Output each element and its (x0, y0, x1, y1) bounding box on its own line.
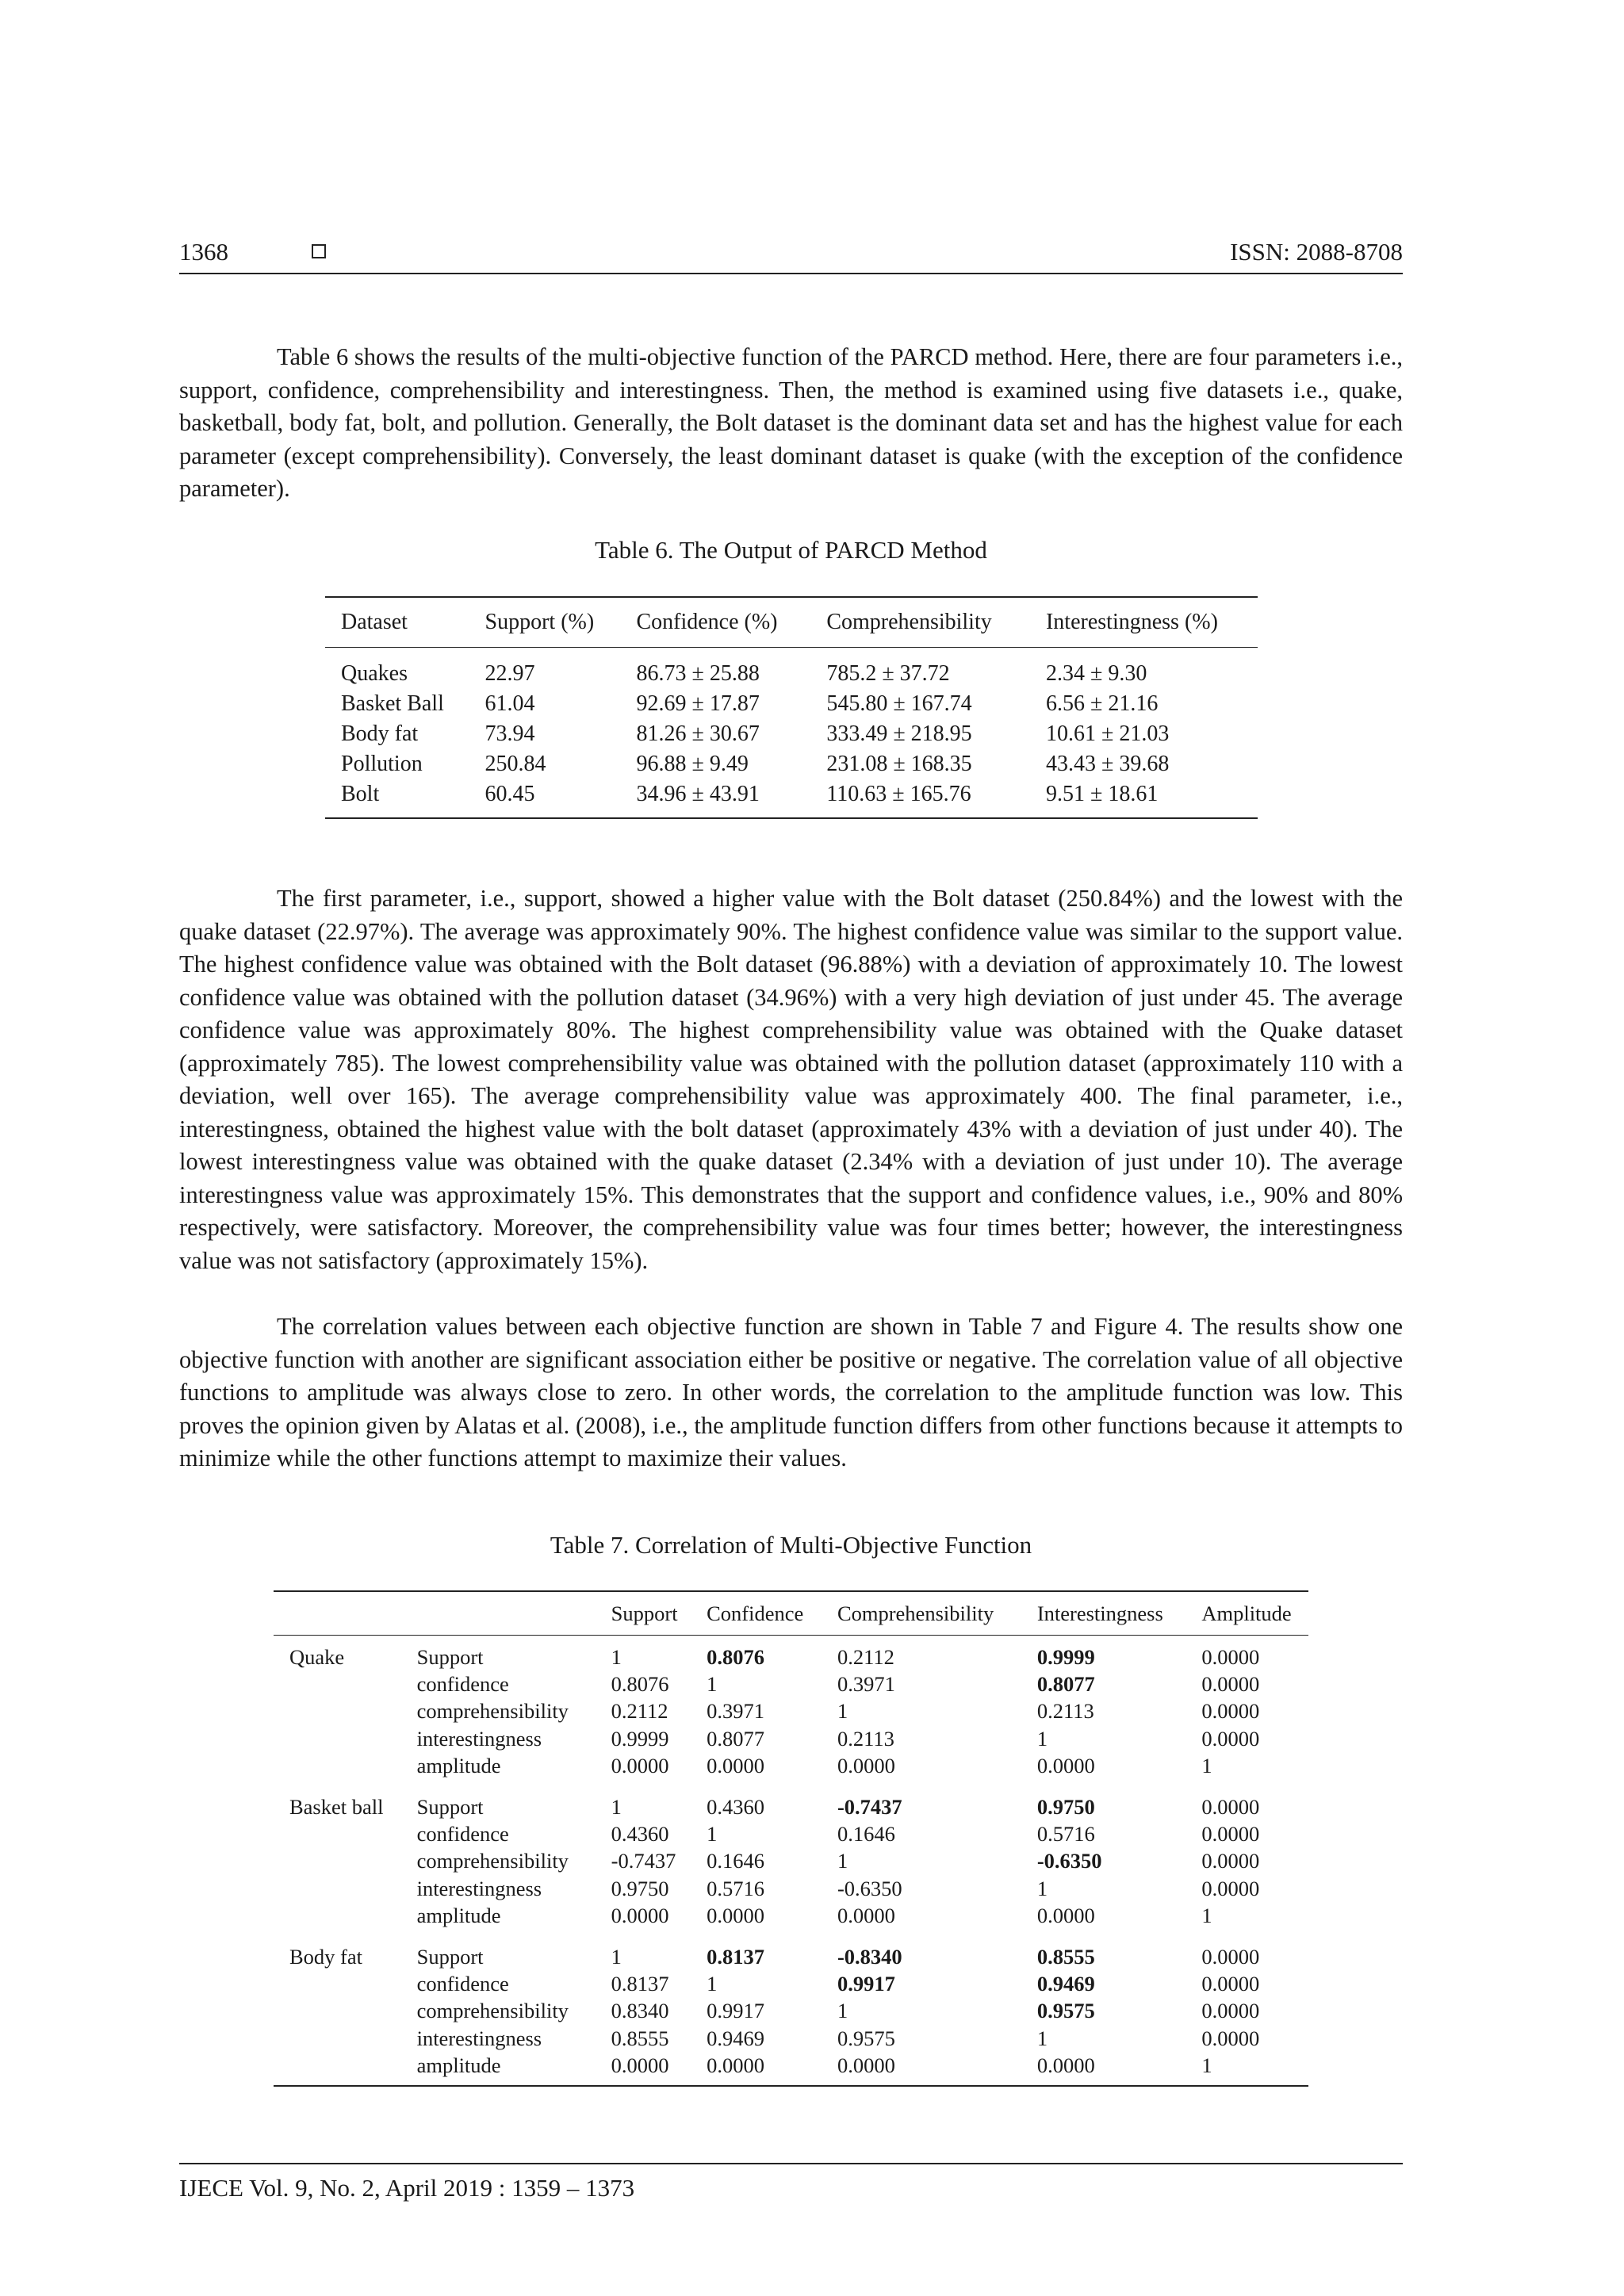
table-cell: 0.9575 (1036, 1999, 1095, 2023)
table-cell: amplitude (401, 2052, 596, 2086)
table-cell: 0.0000 (1036, 1753, 1095, 1777)
table-row (325, 689, 1258, 719)
table-cell: comprehensibility (416, 1999, 569, 2023)
table-cell: 1 (1036, 2026, 1048, 2050)
table-cell: Basket Ball (341, 691, 444, 716)
table-cell: 0.0000 (1201, 1999, 1260, 2023)
table-cell: 86.73 ± 25.88 (636, 661, 760, 686)
table-cell: 1 (1036, 1726, 1048, 1751)
table-cell: confidence (416, 1822, 509, 1846)
table-cell: 0.8137 (707, 1945, 764, 1969)
table-cell: 0.8555 (1036, 1945, 1095, 1969)
table-cell: 2.34 ± 9.30 (1045, 661, 1147, 686)
table-cell: 96.88 ± 9.49 (636, 752, 749, 776)
table-cell: 0.0000 (596, 2052, 691, 2086)
table-cell: 0.8137 (611, 1972, 669, 1996)
table-cell: 0.0000 (1036, 1903, 1095, 1927)
table-cell: 0.2113 (1036, 1699, 1094, 1724)
table-cell: interestingness (416, 1726, 542, 1751)
table-cell: confidence (416, 1672, 509, 1697)
table-cell: 0.8076 (611, 1672, 669, 1697)
table-cell: 0.1646 (837, 1822, 895, 1846)
table-cell: 250.84 (485, 752, 546, 776)
table-cell: Body fat (341, 721, 419, 746)
paragraph-correlation-discussion: The correlation values between each objective function are shown in Table 7 and Figure 4. The results show one objective function with another are significant association either be positive or negative. The correlation value of all objective functions to amplitude was always close to zero. In other words, the correlation to the amplitude function was low. This proves the opinion given by Alatas et al. (2008), i.e., the amplitude function differs from other functions because it attempts to minimize while the other functions attempt to maximize their values. (179, 1313, 1403, 1471)
table7-col-group (274, 1591, 401, 1636)
table-cell: Support (416, 1795, 484, 1820)
table-cell: 0.0000 (1201, 1645, 1260, 1669)
table-cell: 0.2112 (837, 1645, 894, 1669)
table-cell: Quakes (341, 661, 408, 686)
table-cell: 0.0000 (707, 1903, 764, 1927)
page-footer: IJECE Vol. 9, No. 2, April 2019 : 1359 – 1373 (179, 2163, 1403, 2202)
table-cell: 1 (1036, 1876, 1048, 1900)
table-cell: interestingness (416, 2026, 542, 2050)
table-cell: 1 (837, 1999, 848, 2023)
table-cell: 0.0000 (1201, 1849, 1260, 1873)
table6-header-row (325, 597, 1258, 648)
table-cell: 0.9917 (837, 1972, 895, 1996)
table-cell (274, 1902, 401, 1929)
table-cell: 0.0000 (1201, 1795, 1260, 1820)
table-cell: 9.51 ± 18.61 (1030, 779, 1258, 818)
table6-col-confidence: Confidence (%) (620, 597, 810, 648)
table-cell: 0.0000 (1201, 1699, 1260, 1724)
table7-col-interestingness: Interestingness (1021, 1591, 1186, 1636)
table-cell: 6.56 ± 21.16 (1045, 691, 1159, 716)
table7-col-comprehensibility: Comprehensibility (822, 1591, 1021, 1636)
table-cell: 60.45 (469, 779, 621, 818)
table-cell: 545.80 ± 167.74 (826, 691, 972, 716)
table-row (274, 2025, 1308, 2052)
table-cell: 0.0000 (1021, 2052, 1186, 2086)
table-cell: confidence (416, 1972, 509, 1996)
table-cell: 0.0000 (837, 1903, 895, 1927)
table-cell: 110.63 ± 165.76 (810, 779, 1030, 818)
table-cell: 0.4360 (707, 1795, 764, 1820)
group-label: Body fat (289, 1945, 362, 1969)
table7 (274, 1590, 1308, 2087)
table-cell (274, 2052, 401, 2086)
table-cell: 0.0000 (611, 1903, 669, 1927)
table-cell (274, 1820, 401, 1847)
table-cell: 10.61 ± 21.03 (1045, 721, 1170, 746)
table-cell: 34.96 ± 43.91 (620, 779, 810, 818)
table-cell: Pollution (341, 752, 423, 776)
table-cell (274, 1847, 401, 1874)
table-cell: 0.0000 (1201, 1672, 1260, 1697)
table-cell: 0.2113 (837, 1726, 894, 1751)
table-cell: -0.6350 (1036, 1849, 1102, 1873)
table-cell: 0.4360 (611, 1822, 669, 1846)
table6 (325, 596, 1258, 819)
table-cell: 1 (611, 1945, 622, 1969)
table-cell (274, 1875, 401, 1902)
table-cell (274, 1997, 401, 2024)
table-row (274, 2052, 1308, 2086)
table-row (274, 1779, 1308, 1820)
table-cell: 333.49 ± 218.95 (826, 721, 972, 746)
table-cell: 0.8555 (611, 2026, 669, 2050)
table7-col-confidence: Confidence (691, 1591, 822, 1636)
table-row (325, 719, 1258, 749)
table-row (325, 648, 1258, 690)
table-cell: Support (416, 1645, 484, 1669)
table6-col-dataset: Dataset (325, 597, 469, 648)
table-cell: 0.0000 (707, 1753, 764, 1777)
table-cell (274, 1670, 401, 1697)
table-cell: 92.69 ± 17.87 (636, 691, 760, 716)
table-cell: 0.1646 (707, 1849, 764, 1873)
table-row (274, 1670, 1308, 1697)
issn-label: ISSN: 2088-8708 (1230, 238, 1403, 266)
table6-col-interestingness: Interestingness (%) (1030, 597, 1258, 648)
paragraph-results-discussion: The first parameter, i.e., support, showed a higher value with the Bolt dataset (250.84%) and the lowest with the quake dataset (22.97%). The average was approximately 90%. The highest confidence value was similar to the support value. The highest confidence value was obtained with the Bolt dataset (96.88%) with a deviation of approximately 10. The lowest confidence value was obtained with the pollution dataset (34.96%) with a very high deviation of just under 45. The average confidence value was approximately 80%. The highest comprehensibility value was obtained with the Quake dataset (approximately 785). The lowest comprehensibility value was obtained with the pollution dataset (approximately 110 with a deviation, well over 165). The average comprehensibility value was approximately 400. The final parameter, i.e., interestingness, obtained the highest value with the bolt dataset (approximately 43% with a deviation of just under 40). The lowest interestingness value was obtained with the quake dataset (2.34% with a deviation of just under 10). The average interestingness value was approximately 15%. This demonstrates that the support and confidence values, i.e., 90% and 80% respectively, were satisfactory. Moreover, the comprehensibility value was four times better; however, the interestingness value was not satisfactory (approximately 15%). (179, 885, 1403, 1274)
table-cell: 0.0000 (1201, 2026, 1260, 2050)
group-label: Basket ball (289, 1795, 384, 1820)
paragraph-table6-intro: Table 6 shows the results of the multi-objective function of the PARCD method. Here, there are four parameters i.e., support, confidence, comprehensibility and interestingness. Then, the method is examined using five datasets i.e., quake, basketball, body fat, bolt, and pollution. Generally, the Bolt dataset is the dominant data set and has the highest value for each parameter (except comprehensibility). Conversely, the least dominant dataset is quake (with the exception of the confidence parameter). (179, 343, 1403, 502)
table-cell: 0.0000 (1201, 1726, 1260, 1751)
table-cell: 1 (611, 1795, 622, 1820)
table-cell: 0.9469 (1036, 1972, 1095, 1996)
table-cell: 1 (1185, 2052, 1308, 2086)
table-cell: 0.2112 (611, 1699, 668, 1724)
table-cell: 1 (707, 1672, 718, 1697)
table-cell: 1 (1201, 1753, 1212, 1777)
table-cell: 785.2 ± 37.72 (826, 661, 950, 686)
table7-header-row (274, 1591, 1308, 1636)
table-row (325, 749, 1258, 779)
table-cell: 0.9999 (1036, 1645, 1095, 1669)
table-cell: 0.0000 (1201, 1876, 1260, 1900)
table-row (274, 1929, 1308, 1970)
table-cell: Support (416, 1945, 484, 1969)
table-cell: 0.0000 (691, 2052, 822, 2086)
table-row (274, 1697, 1308, 1724)
table-row (274, 1847, 1308, 1874)
table-row (325, 779, 1258, 818)
table-cell: 1 (611, 1645, 622, 1669)
table-cell: 1 (707, 1822, 718, 1846)
table-cell: 0.5716 (1036, 1822, 1095, 1846)
table-cell: amplitude (416, 1903, 501, 1927)
table-cell: amplitude (416, 1753, 501, 1777)
table-cell: 1 (707, 1972, 718, 1996)
table-cell: 0.9917 (707, 1999, 764, 2023)
table-row (274, 1875, 1308, 1902)
table7-col-objective (401, 1591, 596, 1636)
table-cell (274, 2025, 401, 2052)
table-cell (274, 1752, 401, 1779)
table-cell: 0.5716 (707, 1876, 764, 1900)
table6-caption: Table 6. The Output of PARCD Method (595, 536, 987, 564)
header-square-icon (312, 244, 326, 258)
table-row (274, 1902, 1308, 1929)
table-cell: 0.9999 (611, 1726, 669, 1751)
table-cell: 0.8077 (1036, 1672, 1095, 1697)
table-cell: 0.9750 (1036, 1795, 1095, 1820)
table-cell: Bolt (325, 779, 469, 818)
table-cell (274, 1725, 401, 1752)
table-cell (274, 1970, 401, 1997)
table-cell: 22.97 (485, 661, 535, 686)
table6-col-comprehensibility: Comprehensibility (810, 597, 1030, 648)
table-cell: 0.3971 (707, 1699, 764, 1724)
table-cell: 0.0000 (822, 2052, 1021, 2086)
table-cell: 43.43 ± 39.68 (1045, 752, 1170, 776)
table-cell: 0.9750 (611, 1876, 669, 1900)
table-cell: 0.0000 (837, 1753, 895, 1777)
table-row (274, 1970, 1308, 1997)
table-cell: 1 (837, 1849, 848, 1873)
page-header (179, 236, 1403, 274)
table-cell: 1 (1201, 1903, 1212, 1927)
table-cell: 0.0000 (1201, 1822, 1260, 1846)
table-cell: -0.7437 (837, 1795, 902, 1820)
table-cell: 0.8340 (611, 1999, 669, 2023)
table-cell: 231.08 ± 168.35 (826, 752, 972, 776)
table-cell: 1 (837, 1699, 848, 1724)
table-cell: 0.8077 (707, 1726, 764, 1751)
table-cell: 0.3971 (837, 1672, 895, 1697)
table-cell: -0.8340 (837, 1945, 902, 1969)
table-cell: comprehensibility (416, 1699, 569, 1724)
table-row (274, 1752, 1308, 1779)
table-cell: 0.0000 (611, 1753, 669, 1777)
table-cell: 0.9575 (837, 2026, 895, 2050)
table-cell: -0.7437 (611, 1849, 676, 1873)
table7-col-amplitude: Amplitude (1185, 1591, 1308, 1636)
table7-caption: Table 7. Correlation of Multi-Objective Function (550, 1531, 1032, 1559)
table-cell: 73.94 (485, 721, 535, 746)
table-row (274, 1820, 1308, 1847)
table-cell (274, 1697, 401, 1724)
table-cell: 81.26 ± 30.67 (636, 721, 760, 746)
table7-col-support: Support (596, 1591, 691, 1636)
table-cell: comprehensibility (416, 1849, 569, 1873)
table-row (274, 1997, 1308, 2024)
table-cell: interestingness (416, 1876, 542, 1900)
table-row (274, 1636, 1308, 1671)
table-row (274, 1725, 1308, 1752)
table6-col-support: Support (%) (469, 597, 621, 648)
table-cell: 0.0000 (1201, 1972, 1260, 1996)
table-cell: 0.0000 (1201, 1945, 1260, 1969)
table-cell: -0.6350 (837, 1876, 902, 1900)
group-label: Quake (289, 1645, 345, 1669)
table-cell: 61.04 (485, 691, 535, 716)
table-cell: 0.9469 (707, 2026, 764, 2050)
table-cell: 0.8076 (707, 1645, 764, 1669)
page-number: 1368 (179, 238, 228, 266)
